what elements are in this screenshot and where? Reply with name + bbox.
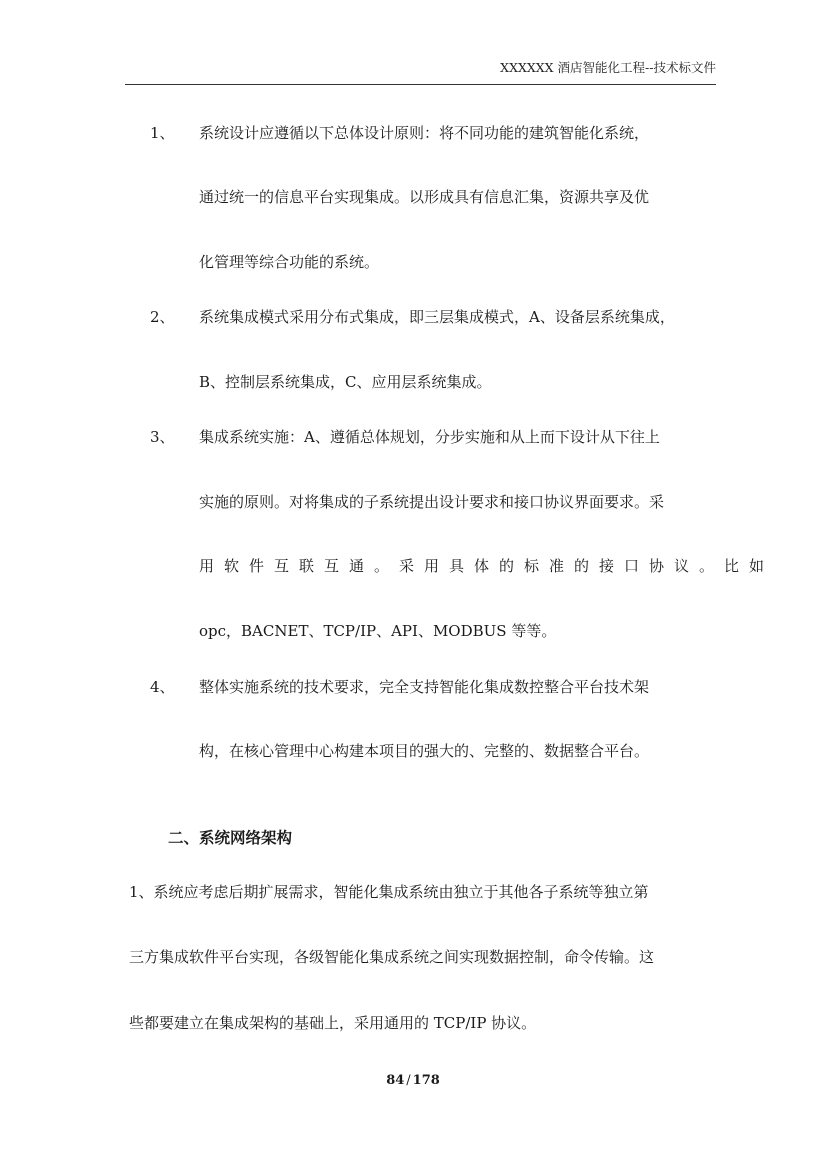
page-separator: / [406, 1073, 411, 1088]
section-paragraph-line-3: 些都要建立在集成架构的基础上，采用通用的 TCP/IP 协议。 [129, 1014, 537, 1032]
list-number-3: 3、 [150, 428, 175, 446]
section-paragraph-line-2: 三方集成软件平台实现，各级智能化集成系统之间实现数据控制，命令传输。这 [129, 948, 655, 966]
list-number-4: 4、 [150, 678, 175, 696]
page-total: 178 [412, 1073, 440, 1088]
list-number-2: 2、 [150, 308, 175, 326]
item-3-line-2: 实施的原则。对将集成的子系统提出设计要求和接口协议界面要求。采 [199, 493, 665, 511]
document-header: XXXXXX 酒店智能化工程--技术标文件 [125, 58, 716, 85]
page-current: 84 [386, 1073, 405, 1088]
item-1-line-3: 化管理等综合功能的系统。 [199, 253, 380, 271]
section-paragraph-line-1: 1、系统应考虑后期扩展需求，智能化集成系统由独立于其他各子系统等独立第 [129, 883, 649, 901]
section-heading: 二、系统网络架构 [168, 828, 293, 847]
item-3-line-1: 集成系统实施：A、遵循总体规划，分步实施和从上而下设计从下往上 [199, 428, 660, 446]
item-1-line-2: 通过统一的信息平台实现集成。以形成具有信息汇集，资源共享及优 [199, 188, 650, 206]
list-number-1: 1、 [150, 124, 175, 142]
page-number [0, 1073, 826, 1088]
item-2-line-2: B、控制层系统集成，C、应用层系统集成。 [199, 373, 492, 391]
item-4-line-2: 构，在核心管理中心构建本项目的强大的、完整的、数据整合平台。 [199, 742, 650, 760]
item-2-line-1: 系统集成模式采用分布式集成，即三层集成模式，A、设备层系统集成， [199, 308, 675, 326]
item-1-line-1: 系统设计应遵循以下总体设计原则：将不同功能的建筑智能化系统， [199, 124, 650, 142]
item-3-line-3: 用软件互联互通。采用具体的标准的接口协议。比如 [199, 557, 775, 575]
item-3-line-4: opc，BACNET、TCP/IP、API、MODBUS 等等。 [199, 622, 557, 640]
item-4-line-1: 整体实施系统的技术要求，完全支持智能化集成数控整合平台技术架 [199, 678, 650, 696]
